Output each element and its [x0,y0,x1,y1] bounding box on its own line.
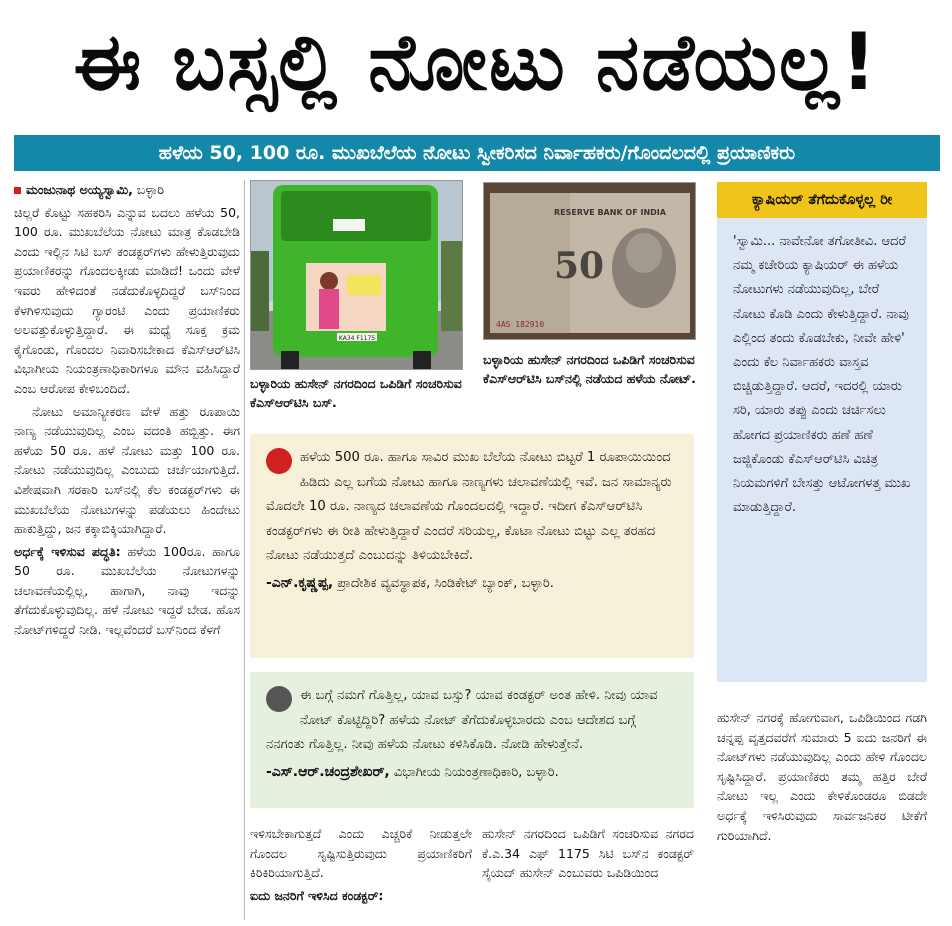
quote-1-dot [266,448,292,474]
quote-2-text: ಈ ಬಗ್ಗೆ ನಮಗೆ ಗೊತ್ತಿಲ್ಲ, ಯಾವ ಬಸ್ಸು? ಯಾವ ಕಂಡಕ್ಟರ್ ಅಂತ ಹೇಳಿ. ನೀವು ಯಾವ ನೋಟ್ ಕೊಟ್ಟಿದ್ದಿರಿ? ಹಳೆಯ ನೋಟ್ ತೆಗೆದುಕೊಳ್ಳಬಾರದು ಎಂಬ ಆದೇಶದ ಬಗ್ಗೆ ನನಗಂತು ಗೊತ್ತಿಲ್ಲ. ನೀವು ಹಳೆಯ ನೋಟು ಕಳಿಸಿಕೊಡಿ. ನೋಡಿ ಹೇಳುತ್ತೇನೆ. [266,688,658,753]
bus-photo-caption: ಬಳ್ಳಾರಿಯ ಹುಸೇನ್ ನಗರದಿಂದ ಒಪಿಡಿಗೆ ಸಂಚರಿಸುವ ಕೆಎಸ್‌ಆರ್‌ಟಿಸಿ ಬಸ್. [250,376,462,410]
quote-2-role: ವಿಭಾಗೀಯ ನಿಯಂತ್ರಣಾಧಿಕಾರಿ, ಬಳ್ಳಾರಿ. [393,764,559,780]
sidebar-box-title: ಕ್ಯಾಷಿಯರ್ ತೆಗೆದುಕೊಳ್ಳಲ್ಲ ರೀ [717,182,927,218]
byline-place: ಬಳ್ಳಾರಿ [136,182,164,197]
banknote-image [484,183,695,339]
article-paragraph-3-text: ಹಳೆಯ 100ರೂ. ಹಾಗೂ 50 ರೂ. ಮುಖಬೆಲೆಯ ನೋಟುಗಳನ್ನು ಚಲಾವಣೆಯಲ್ಲಿಲ್ಲ, ಹಾಗಾಗಿ, ನಾವು ಇದನ್ನು ತೆಗೆದುಕೊಳ್ಳುವುದಿಲ್ಲ. ಹಳೆ ನೋಟು ಇದ್ದರೆ ಬೇಡ. ಹೊಸ ನೋಟ್‌ಗಳಿದ್ದರೆ ನೀಡಿ. ಇಲ್ಲವೆಂದರೆ ಬಸ್‌ನಿಂದ ಕೆಳಗೆ [14,543,240,638]
quote-1-role: ಪ್ರಾದೇಶಿಕ ವ್ಯವಸ್ಥಾಪಕ, ಸಿಂಡಿಕೇಟ್ ಬ್ಯಾಂಕ್, ಬಳ್ಳಾರಿ. [337,575,554,591]
quote-box-1 [250,434,694,658]
article-column-2-bottom [250,824,472,924]
subheadline-bar: ಹಳೆಯ 50, 100 ರೂ. ಮುಖಬೆಲೆಯ ನೋಟು ಸ್ವೀಕರಿಸದ ನಿರ್ವಾಹಕರು/ಗೊಂದಲದಲ್ಲಿ ಪ್ರಯಾಣಿಕರು [14,135,940,171]
quote-1-attribution [266,571,678,597]
quote-2-dot [266,686,292,712]
quote-1-name: -ಎನ್.ಕೃಷ್ಣಪ್ಪ, [266,574,334,591]
article-paragraph-6: ಹುಸೇನ್ ನಗರಕ್ಕೆ ಹೋಗುವಾಗ, ಒಪಿಡಿಯಿಂದ ಗಡಗಿ ಚನ್ನಪ್ಪ ವೃತ್ತದವರೆಗೆ ಸುಮಾರು 5 ಐದು ಜನರಿಗೆ ಈ ನೋಟ್‌ಗಳು ನಡೆಯುವುದಿಲ್ಲ ಎಂದು ಹೇಳಿ ಗೊಂದಲ ಸೃಷ್ಟಿಸಿದ್ದಾರೆ. ಪ್ರಯಾಣಿಕರು ತಮ್ಮ ಹತ್ತಿರ ಬೇರೆ ನೋಟು ಇಲ್ಲ ಎಂದು ಕೇಳಿಕೊಂಡರೂ ಬಿಡದೇ ಅರ್ಧಕ್ಕೆ ಇಳಿಸಿರುವುದು ಸಾರ್ವಜನಿಕರ ಟೀಕೆಗೆ ಗುರಿಯಾಗಿದೆ. [717,710,927,843]
quote-box-2 [250,672,694,808]
article-column-4-bottom [717,708,927,922]
note-denomination: 50 [554,245,605,287]
note-photo-caption: ಬಳ್ಳಾರಿಯ ಹುಸೇನ್ ನಗರದಿಂದ ಒಪಿಡಿಗೆ ಸಂಚರಿಸುವ ಕೆಎಸ್‌ಆರ್‌ಟಿಸಿ ಬಸ್‌ನಲ್ಲಿ ನಡೆಯದ ಹಳೆಯ ನೋಟ್. [483,352,696,386]
note-serial: 4AS 182910 [496,320,545,329]
note-bank-name: RESERVE BANK OF INDIA [554,208,666,217]
byline [14,180,240,200]
article-paragraph-2: ನೋಟು ಅಮಾನ್ಯೀಕರಣ ವೇಳೆ ಹತ್ತು ರೂಪಾಯಿ ನಾಣ್ಯ ನಡೆಯುವುದಿಲ್ಲ ಎಂಬ ವದಂತಿ ಹಬ್ಬಿತ್ತು. ಈಗ ಹಳೆಯ 50 ರೂ. ಹಳೆ ನೋಟು ಮತ್ತು 100 ರೂ. ನೋಟು ನಡೆಯುವುದಿಲ್ಲ ಎಂಬುದು ಚರ್ಚೆಯಾಗುತ್ತಿದೆ. ವಿಶೇಷವಾಗಿ ಸರಕಾರಿ ಬಸ್‌ನಲ್ಲಿ ಕೆಲ ಕಂಡಕ್ಟರ್‌ಗಳು ಈ ಮುಖಬೆಲೆಯ ನೋಟುಗಳನ್ನು ಪಡೆಯಲು ಹಿಂದೇಟು ಹಾಕುತ್ತಿದ್ದು, ಜನ ಕಕ್ಕಾಬಿಕ್ಕಿಯಾಗಿದ್ದಾರೆ. [14,403,240,537]
headline: ಈ ಬಸ್ಸಲ್ಲಿ ನೋಟು ನಡೆಯಲ್ಲ! [73,18,879,108]
subhead-halving: ಅರ್ಧಕ್ಕೆ ಇಳಿಸುವ ಪದ್ಧತಿ: [14,543,121,559]
article-paragraph-4: ಇಳಿಸಬೇಕಾಗುತ್ತದೆ ಎಂದು ಎಚ್ಚರಿಕೆ ನೀಡುತ್ತಲೇ ಗೊಂದಲ ಸೃಷ್ಟಿಸುತ್ತಿರುವುದು ಪ್ರಯಾಣಿಕರಿಗೆ ಕಿರಿಕಿರಿಯಾಗುತ್ತಿದೆ. [250,826,472,881]
byline-bullet [14,187,21,194]
quote-1-text: ಹಳೆಯ 500 ರೂ. ಹಾಗೂ ಸಾವಿರ ಮುಖ ಬೆಲೆಯ ನೋಟು ಬಿಟ್ಟರೆ 1 ರೂಪಾಯಿಯಿಂದ ಹಿಡಿದು ಎಲ್ಲ ಬಗೆಯ ನೋಟು ಹಾಗೂ ನಾಣ್ಯಗಳು ಚಲಾವಣೆಯಲ್ಲಿ ಇವೆ. ಜನ ಸಾಮಾನ್ಯರು ಮೊದಲೇ 10 ರೂ. ನಾಣ್ಯದ ಚಲಾವಣೆಯ ಗೊಂದಲದಲ್ಲಿ ಇದ್ದಾರೆ. ಇದೀಗ ಕೆಎಸ್‌ಆರ್‌ಟಿಸಿ ಕಂಡಕ್ಟರ್‌ಗಳು ಈ ರೀತಿ ಹೇಳುತ್ತಿದ್ದಾರೆ ಎಂದರೆ ಸರಿಯಲ್ಲ, ಕೊಟಾ ನೋಟು ಬಿಟ್ಟು ಎಲ್ಲ ತರಹದ ನೋಟು ನಡೆಯುತ್ತದೆ ಎಂಬುದನ್ನು ತಿಳಿಯಬೇಕಿದೆ. [266,450,672,564]
bus-image [251,181,462,369]
quote-2-attribution [266,760,678,786]
bus-plate: KA34 F1175 [338,335,376,342]
sidebar-box-text: 'ಸ್ವಾಮಿ... ನಾವೇನೋ ತಗೋತೀವಿ. ಆದರೆ ನಮ್ಮ ಕಚೇರಿಯ ಕ್ಯಾಷಿಯರ್ ಈ ಹಳೆಯ ನೋಟುಗಳು ನಡೆಯುವುದಿಲ್ಲ, ಬೇರೆ ನೋಟು ಕೊಡಿ ಎಂದು ಕೇಳುತ್ತಿದ್ದಾರೆ. ನಾವು ಎಲ್ಲಿಂದ ತಂದು ಕೊಡಬೇಕು, ನೀವೇ ಹೇಳಿ' ಎಂದು ಕೆಲ ನಿರ್ವಾಹಕರು ವಾಸ್ತವ ಬಿಚ್ಚಿಡುತ್ತಿದ್ದಾರೆ. ಆದರೆ, ಇದರಲ್ಲಿ ಯಾರು ಸರಿ, ಯಾರು ತಪ್ಪು ಎಂದು ಚರ್ಚಿಸಲು ಹೋಗದ ಪ್ರಯಾಣಿಕರು ಹಣೆ ಹಣೆ ಜಜ್ಜಿಕೊಂಡು ಕೆಎಸ್‌ಆರ್‌ಟಿಸಿ ವಿಚಿತ್ರ ನಿಯಮಗಳಿಗೆ ಬೇಸತ್ತು ಆಟೋಗಳತ್ತ ಮುಖ ಮಾಡುತ್ತಿದ್ದಾರೆ. [733,234,911,516]
article-paragraph-1: ಚಿಲ್ಲರೆ ಕೊಟ್ಟು ಸಹಕರಿಸಿ ಎನ್ನುವ ಬದಲು ಹಳೆಯ 50, 100 ರೂ. ಮುಖಬೆಲೆಯ ನೋಟು ಮಾತ್ರ ಕೊಡಬೇಡಿ ಎಂದು ಇಲ್ಲಿನ ಸಿಟಿ ಬಸ್ ಕಂಡಕ್ಟರ್‌ಗಳು ಹೇಳುತ್ತಿರುವುದು ಪ್ರಯಾಣಿಕರನ್ನು ಗೊಂದಲಕ್ಕೀಡು ಮಾಡಿದೆ! ಒಂದು ವೇಳೆ ಇವರು ಹೇಳಿದಂತೆ ನಡೆದುಕೊಳ್ಳದಿದ್ದರೆ ಬಸ್‌ನಿಂದ ಕೆಳಗಿಳಿಸುವುದು ಗ್ಯಾರಂಟಿ ಎಂದು ಪ್ರಯಾಣಿಕರು ಅಲವತ್ತುಕೊಳ್ಳುತ್ತಿದ್ದಾರೆ. ಈ ಮಧ್ಯೆ ಸೂಕ್ತ ಕ್ರಮ ಕೈಗೊಂಡು, ಗೊಂದಲ ನಿವಾರಿಸಬೇಕಾದ ಕೆಎಸ್‌ಆರ್‌ಟಿಸಿ ವಿಭಾಗೀಯ ನಿಯಂತ್ರಣಾಧಿಕಾರಿಗಳೂ ಮೌನ ವಹಿಸಿದ್ದಾರೆ ಎಂಬ ಆರೋಪ ಕೇಳಿಬಂದಿದೆ. [14,204,240,396]
article-column-1 [14,180,240,920]
subhead-five-passengers: ಐದು ಜನರಿಗೆ ಇಳಿಸಿದ ಕಂಡಕ್ಟರ್: [250,887,384,903]
sidebar-box [717,182,927,682]
column-divider [244,180,245,920]
article-column-3-bottom [482,824,694,924]
bus-photo [250,180,463,370]
quote-2-name: -ಎಸ್.ಆರ್.ಚಂದ್ರಶೇಖರ್, [266,763,390,780]
article-paragraph-3 [14,542,240,640]
article-paragraph-5: ಹುಸೇನ್ ನಗರದಿಂದ ಒಪಿಡಿಗೆ ಸಂಚರಿಸುವ ನಗರದ ಕೆ.ಎ.34 ಎಫ್ 1175 ಸಿಟಿ ಬಸ್‌ನ ಕಂಡಕ್ಟರ್ ಸೈಯದ್ ಹುಸೇನ್ ಎಂಬುವರು ಒಪಿಡಿಯಿಂದ [482,826,694,881]
note-photo [483,182,696,340]
byline-author: ಮಂಜುನಾಥ ಅಯ್ಯಸ್ವಾಮಿ, [26,182,133,197]
